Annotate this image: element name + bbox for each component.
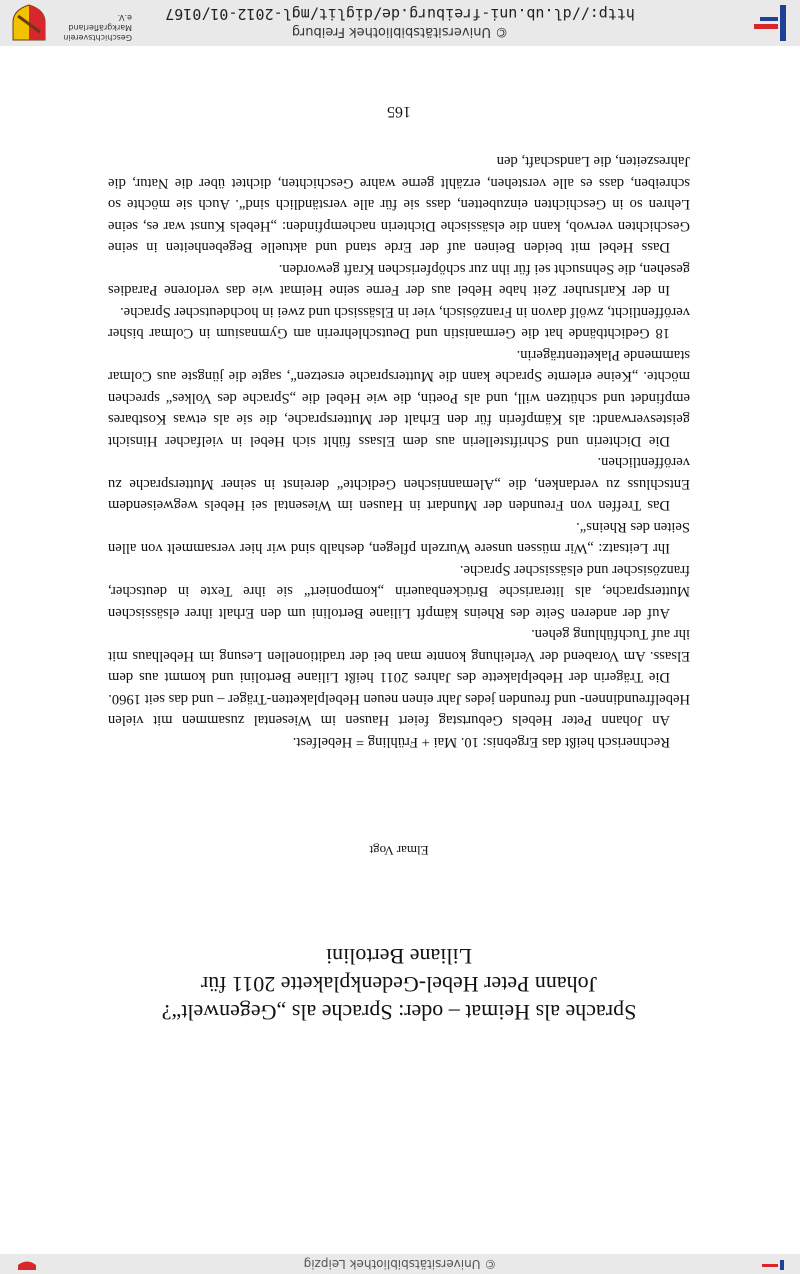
society-name-line: Geschichtsverein xyxy=(63,33,132,42)
paragraph: An Johann Peter Hebels Geburtstag feiert Hausen im Wiesental zusammen mit vielen Hebelfreundinnen- und freunden jedes Jahr einen neuen Hebelplaketten-Träger – und das seit 1960. xyxy=(108,691,690,729)
society-name-line: Markgräflerland e.V. xyxy=(68,13,132,32)
article-body xyxy=(108,150,690,752)
paragraph: Das Treffen von Freunden der Mundart in Hausen im Wiesental sei Hebels wegweisendem Entschluss zu verdanken, die „Alemannischen Gedichte“ dereinst in seiner Muttersprache zu veröffentlichen. xyxy=(108,454,690,514)
permalink-url[interactable]: http://dl.ub.uni-freiburg.de/diglit/mgl-2012-01/0167 xyxy=(165,5,635,23)
paragraph: Auf der anderen Seite des Rheins kämpft Liliane Bertolini um den Erhalt ihrer elsässischen Muttersprache, als literarische Brückenbauerin „komponiert“ sie ihre Texte in deutscher, französischer und elsässischer Sprache. xyxy=(108,562,690,621)
paragraph: Ihr Leitsatz: „Wir müssen unsere Wurzeln pflegen, deshalb sind wir hier versammelt von allen Seiten des Rheins“. xyxy=(108,519,690,557)
author-name: Elmar Vogt xyxy=(369,843,429,858)
article-title xyxy=(108,942,690,1026)
society-crest-icon xyxy=(10,4,48,42)
title-line: Sprache als Heimat – oder: Sprache als „Gegenwelt“? xyxy=(161,1000,637,1025)
subtitle-line: Johann Peter Hebel-Gedenkplakette 2011 für xyxy=(200,972,598,997)
society-name xyxy=(52,12,132,42)
header-strip xyxy=(0,1254,800,1274)
paragraph: Die Trägerin der Hebelplakette des Jahres 2011 heißt Liliane Bertolini und kommt aus dem Elsass. Am Vorabend der Verleihung konnte man bei der traditionellen Lesung im Hebelhaus mit ihr auf Tuchfühlung gehen. xyxy=(108,626,690,686)
paragraph: Die Dichterin und Schriftstellerin aus dem Elsass fühlt sich Hebel in vielfacher Hinsicht geistesverwandt: als Kämpferin für den Erhalt der Muttersprache, die sie als etwas Kostbares empfindet und schützen will, und als Poetin, die wie Hebel die „Sprache des Volkes“ sprechen möchte. „Keine erlernte Sprache kann die Muttersprache ersetzen“, sagte die jüngste aus Colmar stammende Plakettenträgerin. xyxy=(108,347,690,449)
paragraph: Dass Hebel mit beiden Beinen auf der Erde stand und aktuelle Begebenheiten in seine Geschichten verwob, kann die elsässische Dichterin nachempfinden: „Hebels Kunst war es, seine Lehren so in Geschichten einzubetten, dass sie für alle verständlich sind“. Auch sie möchte so schreiben, dass es alle verstehen, erzählt gerne wahre Geschichten, dichtet über die Natur, die Jahreszeiten, die Landschaft, den xyxy=(108,153,690,256)
footer-band xyxy=(0,0,800,46)
page-number: 165 xyxy=(387,103,411,120)
paragraph: 18 Gedichtbände hat die Germanistin und Deutschlehrerin am Gymnasium in Colmar bisher veröffentlicht, zwölf davon in Französisch, vier in Elsässisch und zwei in hochdeutscher Sprache. xyxy=(108,304,690,342)
paragraph: In der Karlsruher Zeit habe Hebel aus der Ferne seine Heimat wie das verlorene Paradies gesehen, die Sehnsucht sei für ihn zur schöpferischen Kraft geworden. xyxy=(108,261,690,299)
subtitle-name-line: Liliane Bertolini xyxy=(325,944,473,969)
library-copyright: © Universitätsbibliothek Freiburg xyxy=(291,24,509,39)
paragraph: Rechnerisch heißt das Ergebnis: 10. Mai + Frühling = Hebelfest. xyxy=(292,734,670,750)
header-strip-text: © Universitätsbibliothek Leipzig xyxy=(303,1257,497,1271)
society-crest-icon xyxy=(14,1260,40,1270)
